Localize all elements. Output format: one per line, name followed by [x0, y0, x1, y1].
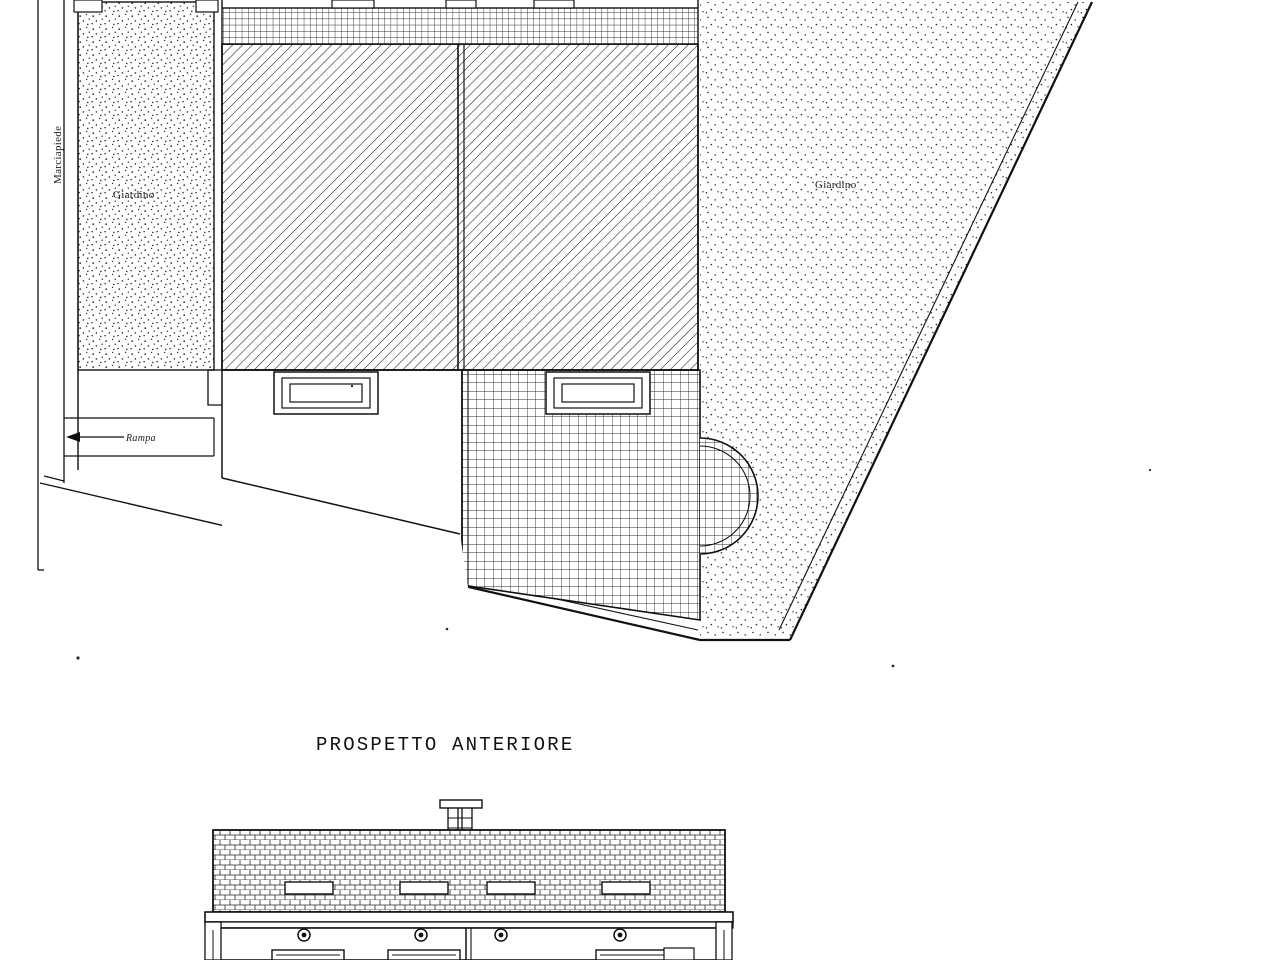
elevation-caption: PROSPETTO ANTERIORE: [316, 734, 575, 756]
label-rampa: Rampa: [126, 433, 156, 444]
cornice: [205, 912, 733, 928]
label-giardino-ovest: Giardino: [113, 189, 155, 201]
label-giardino-est: Giardino: [815, 179, 857, 191]
roof: [213, 830, 725, 912]
label-marciapiede: Marciapiede: [52, 125, 64, 184]
